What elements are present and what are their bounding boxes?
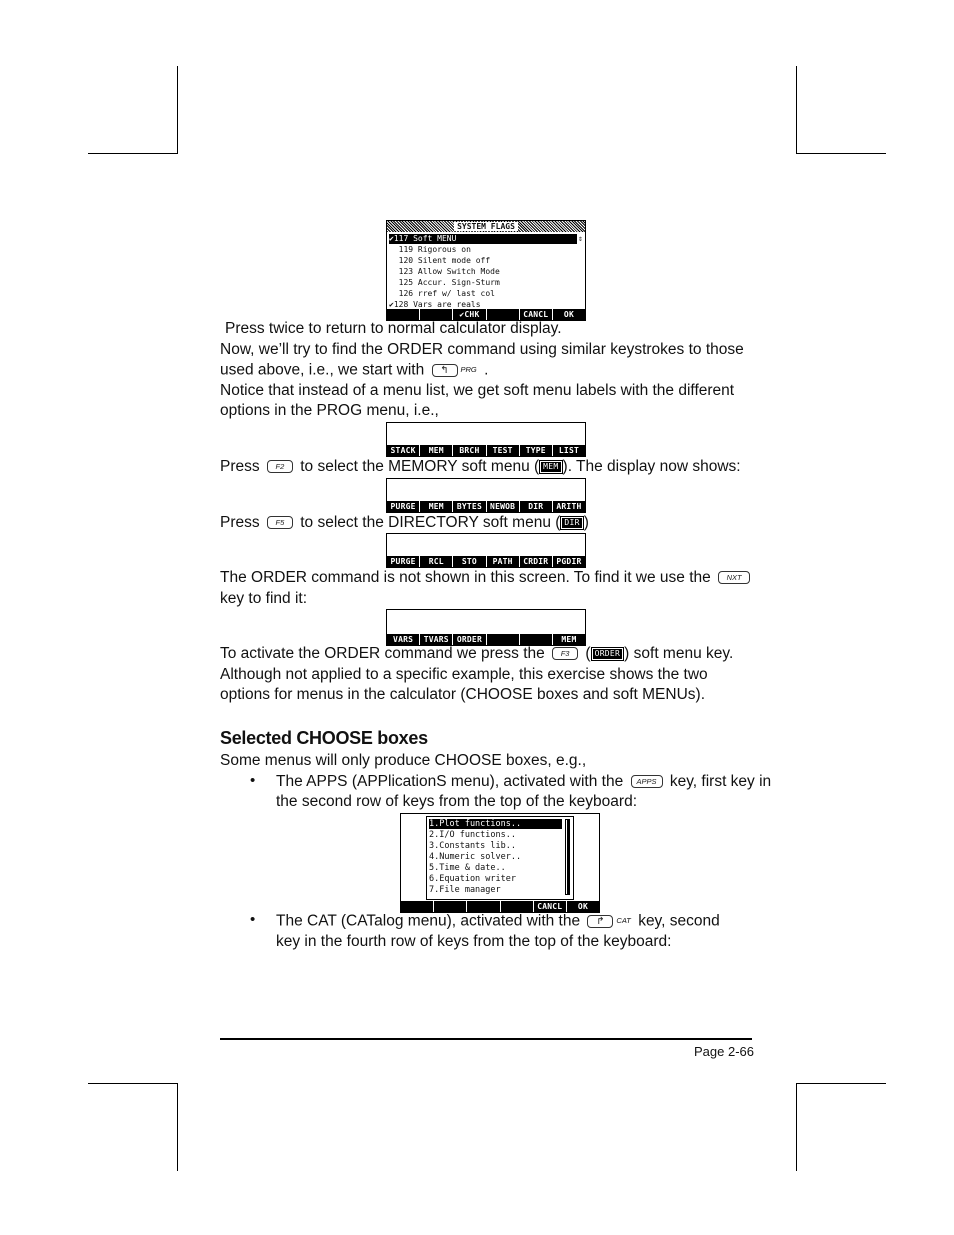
page-number: Page 2-66 bbox=[694, 1044, 754, 1059]
flag-row: ✔128 Vars are reals bbox=[389, 300, 481, 309]
mem-menu-screen bbox=[386, 478, 586, 513]
crop-mark bbox=[177, 1083, 178, 1171]
choose-item[interactable]: 1.Plot functions.. bbox=[429, 819, 562, 829]
softkey-path[interactable]: PATH bbox=[487, 556, 519, 567]
crop-mark bbox=[796, 153, 886, 154]
paragraph: Although not applied to a specific example, this exercise shows the two bbox=[220, 666, 708, 683]
section-heading: Selected CHOOSE boxes bbox=[220, 728, 428, 748]
paragraph: Notice that instead of a menu list, we get soft menu labels with the different bbox=[220, 382, 735, 399]
flag-row: ✔117 Soft MENU bbox=[389, 234, 577, 244]
paragraph: options in the PROG menu, i.e., bbox=[220, 402, 439, 419]
bullet-text: The APPS (APPlicationS menu), activated with the APPS key, first key in bbox=[276, 773, 772, 790]
dir-menu-screen bbox=[386, 533, 586, 568]
choose-item[interactable]: 4.Numeric solver.. bbox=[429, 852, 522, 862]
paragraph: The ORDER command is not shown in this screen. To find it we use the NXT bbox=[220, 568, 753, 589]
softkey-ok[interactable]: OK bbox=[567, 901, 599, 912]
softkey-mem[interactable]: MEM bbox=[420, 501, 452, 512]
bullet-text: key in the fourth row of keys from the top of the keyboard: bbox=[276, 933, 672, 950]
softkey-order[interactable]: ORDER bbox=[453, 634, 485, 645]
softkey-tvars[interactable]: TVARS bbox=[420, 634, 452, 645]
softkey-cancel[interactable]: CANCL bbox=[520, 309, 552, 320]
flag-row: 119 Rigorous on bbox=[398, 245, 471, 254]
softkey-crdir[interactable]: CRDIR bbox=[520, 556, 552, 567]
system-flags-screen bbox=[386, 220, 586, 321]
paragraph: key to find it: bbox=[220, 590, 308, 607]
crop-mark bbox=[796, 66, 797, 154]
paragraph: Press F2 to select the MEMORY soft menu ( MEM ). The display now shows: bbox=[220, 458, 741, 475]
softkey-vars[interactable]: VARS bbox=[387, 634, 419, 645]
paragraph: Some menus will only produce CHOOSE boxes, e.g., bbox=[220, 752, 587, 769]
softkey-test[interactable]: TEST bbox=[487, 445, 519, 456]
bullet-text: the second row of keys from the top of the keyboard: bbox=[276, 793, 638, 810]
softkey-cancel[interactable]: CANCL bbox=[534, 901, 566, 912]
mem-softkey-label: MEM bbox=[539, 460, 562, 474]
choose-item[interactable]: 6.Equation writer bbox=[429, 874, 516, 884]
footer-rule bbox=[220, 1038, 752, 1040]
bullet: • bbox=[250, 911, 256, 928]
softkey-type[interactable]: TYPE bbox=[520, 445, 552, 456]
crop-mark bbox=[796, 1083, 797, 1171]
f2-key-icon: F2 bbox=[267, 460, 293, 473]
bullet: • bbox=[250, 772, 256, 789]
softkey-purge[interactable]: PURGE bbox=[387, 501, 419, 512]
order-softkey-label: ORDER bbox=[591, 647, 625, 661]
paragraph: To activate the ORDER command we press the F3 ( ORDER ) soft menu key. bbox=[220, 645, 734, 662]
softkey-arith[interactable]: ARITH bbox=[553, 501, 585, 512]
choose-item[interactable]: 2.I/O functions.. bbox=[429, 830, 516, 840]
crop-mark bbox=[177, 66, 178, 154]
choose-item[interactable]: 5.Time & date.. bbox=[429, 863, 506, 873]
choose-item[interactable]: 7.File manager bbox=[429, 885, 501, 895]
right-shift-key-icon: ↱ bbox=[587, 915, 613, 928]
softkey-list[interactable]: LIST bbox=[553, 445, 585, 456]
mem-softkeys bbox=[387, 501, 585, 512]
softkey-bytes[interactable]: BYTES bbox=[453, 501, 485, 512]
scroll-arrow-icon: ⇕ bbox=[578, 234, 583, 243]
softkey-pgdir[interactable]: PGDIR bbox=[553, 556, 585, 567]
softkey-sto[interactable]: STO bbox=[453, 556, 485, 567]
softkey-ok[interactable]: OK bbox=[553, 309, 585, 320]
apps-choose-screen bbox=[400, 813, 600, 913]
flag-row: 126 rref w/ last col bbox=[398, 289, 495, 298]
flag-row: 120 Silent mode off bbox=[398, 256, 491, 265]
f5-key-icon: F5 bbox=[267, 516, 293, 529]
choose-scrollbar[interactable] bbox=[565, 819, 570, 895]
nxt-key-icon: NXT bbox=[718, 571, 750, 584]
paragraph: Press twice to return to normal calculator display. bbox=[225, 320, 562, 337]
paragraph: Now, we’ll try to find the ORDER command using similar keystrokes to those bbox=[220, 341, 744, 358]
softkey-purge[interactable]: PURGE bbox=[387, 556, 419, 567]
bullet-text: The CAT (CATalog menu), activated with the ↱ CAT key, second bbox=[276, 912, 720, 930]
dir-softkeys bbox=[387, 556, 585, 567]
apps-key-icon: APPS bbox=[631, 775, 663, 788]
softkey-newob[interactable]: NEWOB bbox=[487, 501, 519, 512]
flags-title: SYSTEM FLAGS bbox=[387, 221, 585, 232]
softkey-stack[interactable]: STACK bbox=[387, 445, 419, 456]
softkey-chk[interactable]: ✔CHK bbox=[453, 309, 485, 320]
prg-key-label: PRG bbox=[460, 365, 477, 374]
paragraph: Press F5 to select the DIRECTORY soft menu ( DIR ) bbox=[220, 514, 589, 531]
softkey-rcl[interactable]: RCL bbox=[420, 556, 452, 567]
prog-menu-screen bbox=[386, 422, 586, 457]
choose-item[interactable]: 3.Constants lib.. bbox=[429, 841, 516, 851]
softkey-mem[interactable]: MEM bbox=[420, 445, 452, 456]
paragraph: used above, i.e., we start with ↰ PRG . bbox=[220, 361, 489, 379]
dir-softkey-label: DIR bbox=[560, 516, 583, 530]
prog-softkeys bbox=[387, 445, 585, 456]
crop-mark bbox=[88, 1083, 178, 1084]
cat-key-label: CAT bbox=[616, 916, 631, 925]
crop-mark bbox=[88, 153, 178, 154]
softkey-mem[interactable]: MEM bbox=[553, 634, 585, 645]
softkey-dir[interactable]: DIR bbox=[520, 501, 552, 512]
f3-key-icon: F3 bbox=[552, 647, 578, 660]
softkey-brch[interactable]: BRCH bbox=[453, 445, 485, 456]
flag-row: 125 Accur. Sign-Sturm bbox=[398, 278, 500, 287]
flag-row: 123 Allow Switch Mode bbox=[398, 267, 500, 276]
nxt-menu-screen bbox=[386, 609, 586, 646]
crop-mark bbox=[796, 1083, 886, 1084]
left-shift-key-icon: ↰ bbox=[432, 364, 458, 377]
paragraph: options for menus in the calculator (CHOOSE boxes and soft MENUs). bbox=[220, 686, 706, 703]
